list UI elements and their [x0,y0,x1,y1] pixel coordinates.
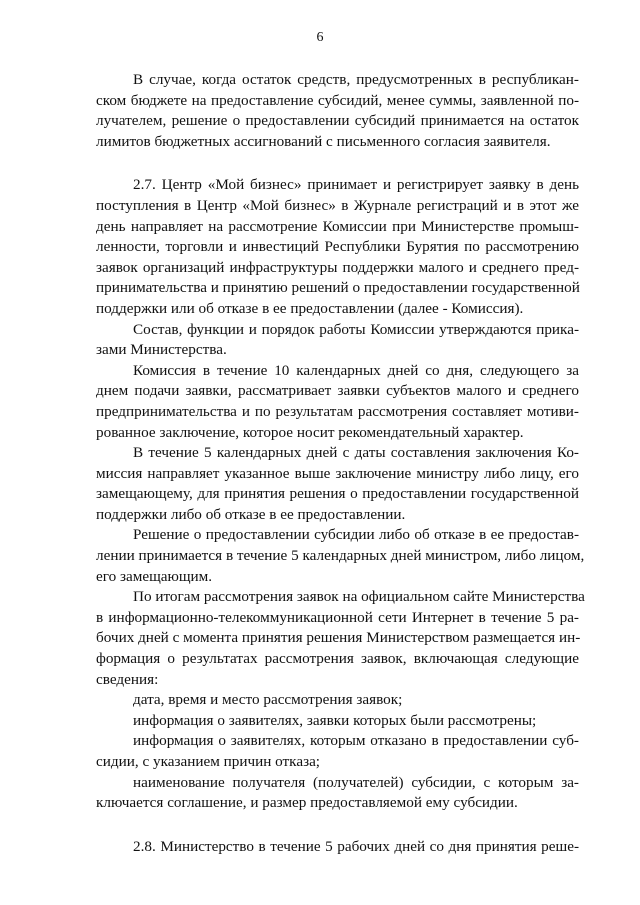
text-line: в информационно-телекоммуникационной сети Интернет в течение 5 ра- [96,608,579,626]
paragraph [96,837,579,858]
paragraph [96,773,579,814]
text-line: ленности, торговли и инвестиций Республики Бурятия по рассмотрению [96,238,579,256]
text-line: предпринимательства и по результатам рассмотрения составляет мотиви- [96,402,579,420]
text-line: 2.7. Центр «Мой бизнес» принимает и регистрирует заявку в день [133,176,579,194]
paragraph [96,711,579,732]
text-line: сведения: [96,670,159,688]
document-body [96,70,585,857]
paragraph [96,361,579,443]
paragraph [96,175,579,319]
text-line: информация о заявителях, которым отказано в предоставлении суб- [133,732,579,750]
text-line: поступления в Центр «Мой бизнес» в Журнале регистраций и в этот же [96,196,579,214]
paragraph [96,690,579,711]
text-line: лимитов бюджетных ассигнований с письменного согласия заявителя. [96,132,551,150]
text-line: заявок организаций инфраструктуры поддержки малого и среднего пред- [96,258,579,276]
paragraph [96,320,579,361]
text-line: формация о результатах рассмотрения заявок, включающая следующие [96,650,579,668]
text-line: Решение о предоставлении субсидии либо об отказе в ее предостав- [133,526,579,544]
page-number: 6 [316,30,324,45]
text-line: сидии, с указанием причин отказа; [96,753,321,770]
paragraph [96,443,579,525]
text-line: его замещающим. [96,567,213,585]
text-line: 2.8. Министерство в течение 5 рабочих дней со дня принятия реше- [133,837,579,855]
text-line: зами Министерства. [96,341,227,359]
paragraph-spacer [96,814,579,837]
text-line: Комиссия в течение 10 календарных дней со дня, следующего за [133,361,579,379]
text-line: днем подачи заявки, рассматривает заявки субъектов малого и среднего [96,382,579,400]
text-line: лении принимается в течение 5 календарных дней министром, либо лицом, [96,547,585,565]
text-line: В течение 5 календарных дней с даты составления заключения Ко- [133,444,579,462]
paragraph-spacer [96,152,579,175]
text-line: принимательства и принятию решений о предоставлении государственной [96,279,580,297]
text-line: бочих дней с момента принятия решения Министерством размещается ин- [96,629,581,647]
paragraph [96,525,585,587]
text-line: лучателем, решение о предоставлении субсидий принимается на остаток [96,112,579,130]
paragraph [96,70,579,152]
text-line: Состав, функции и порядок работы Комиссии утверждаются прика- [133,320,579,338]
text-line: По итогам рассмотрения заявок на официальном сайте Министерства [133,588,585,606]
text-line: поддержки либо об отказе в ее предоставлении. [96,505,406,523]
text-line: ключается соглашение, и размер предоставляемой ему субсидии. [96,794,518,812]
paragraph [96,587,585,690]
text-line: день направляет на рассмотрение Комиссии при Министерстве промыш- [96,217,579,235]
text-line: информация о заявителях, заявки которых были рассмотрены; [133,711,537,729]
text-line: дата, время и место рассмотрения заявок; [133,691,403,709]
text-line: ском бюджете на предоставление субсидий, менее суммы, заявленной по- [96,91,579,109]
text-line: миссия направляет указанное выше заключение министру либо лицу, его [96,464,579,482]
text-line: поддержки или об отказе в ее предоставлении (далее - Комиссия). [96,299,524,317]
text-line: замещающему, для принятия решения о предоставлении государственной [96,485,579,503]
text-line: рованное заключение, которое носит рекомендательный характер. [96,423,524,441]
text-line: В случае, когда остаток средств, предусмотренных в республикан- [133,71,579,88]
text-line: наименование получателя (получателей) субсидии, с которым за- [133,773,579,791]
paragraph [96,731,579,772]
